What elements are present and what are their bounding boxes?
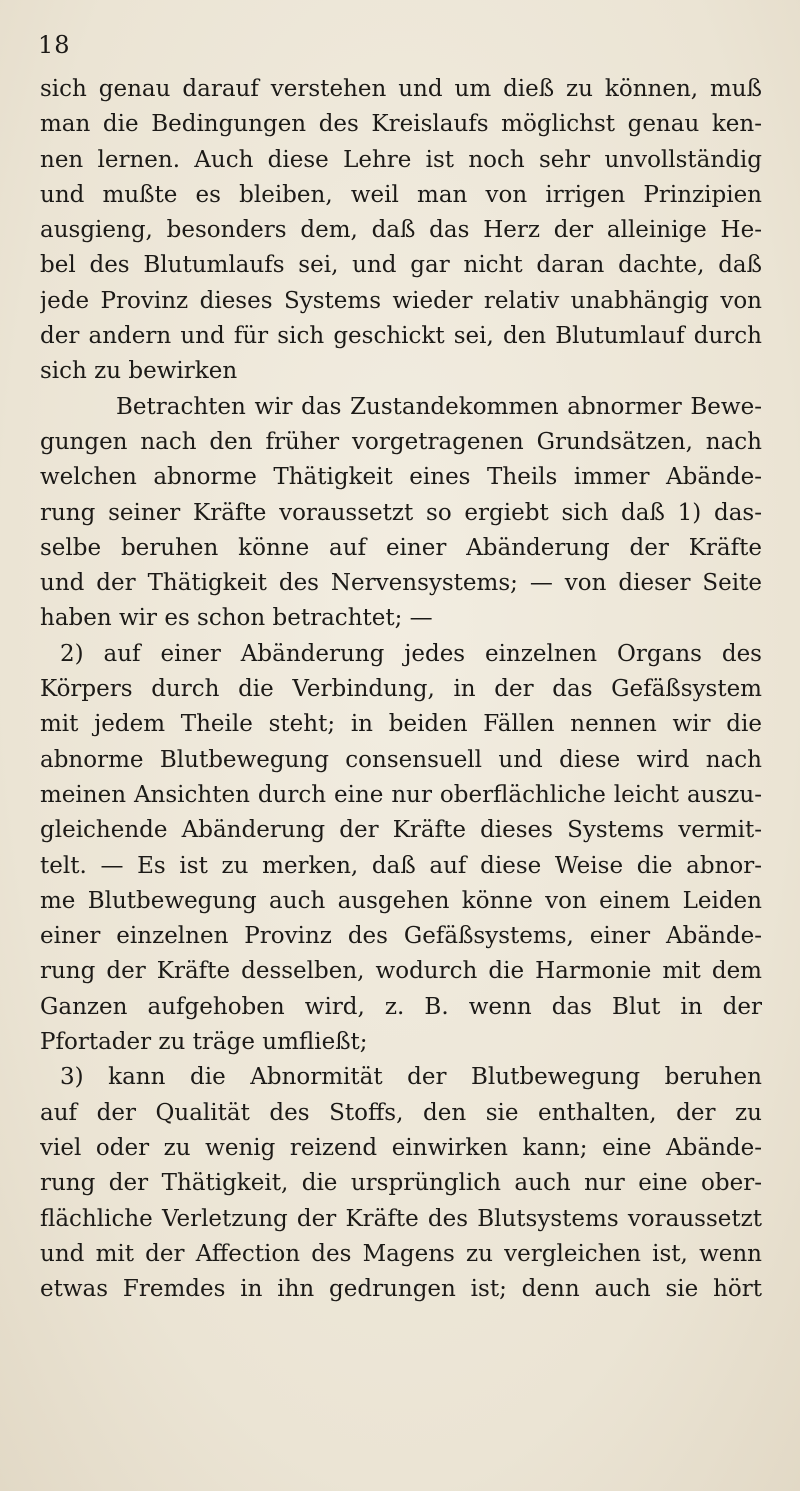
- text-line: auf der Qualität des Stoffs, den sie enthalten, der zu: [40, 1099, 762, 1126]
- text-line: und der Thätigkeit des Nervensystems; — von dieser Seite: [40, 570, 762, 597]
- text-line: der andern und für sich geschickt sei, den Blutumlauf durch: [40, 323, 762, 350]
- text-line: und mußte es bleiben, weil man von irrigen Prinzipien: [40, 181, 762, 208]
- text-line: ausgieng, besonders dem, daß das Herz der alleinige He-: [40, 217, 762, 244]
- text-line: Betrachten wir das Zustandekommen abnormer Bewe-: [116, 393, 762, 420]
- text-line: selbe beruhen könne auf einer Abänderung der Kräfte: [40, 534, 762, 561]
- text-line: rung seiner Kräfte voraussetzt so ergiebt sich daß 1) das-: [40, 499, 762, 526]
- text-line: 3) kann die Abnormität der Blutbewegung beruhen: [60, 1064, 762, 1091]
- text-line: welchen abnorme Thätigkeit eines Theils immer Abände-: [40, 464, 762, 491]
- text-line: mit jedem Theile steht; in beiden Fällen nennen wir die: [40, 711, 762, 738]
- text-line: flächliche Verletzung der Kräfte des Blutsystems voraussetzt: [40, 1205, 762, 1232]
- text-line: haben wir es schon betrachtet; —: [40, 605, 433, 632]
- text-line: me Blutbewegung auch ausgehen könne von einem Leiden: [40, 887, 762, 914]
- text-line: 2) auf einer Abänderung jedes einzelnen Organs des: [60, 640, 762, 667]
- text-line: gleichende Abänderung der Kräfte dieses Systems vermit-: [40, 817, 762, 844]
- text-line: man die Bedingungen des Kreislaufs möglichst genau ken-: [40, 111, 762, 138]
- text-line: sich zu bewirken: [40, 358, 238, 385]
- body-text: [40, 72, 762, 1307]
- text-line: telt. — Es ist zu merken, daß auf diese Weise die abnor-: [40, 852, 762, 879]
- text-line: rung der Thätigkeit, die ursprünglich auch nur eine ober-: [40, 1170, 762, 1197]
- text-line: meinen Ansichten durch eine nur oberflächliche leicht auszu-: [40, 781, 762, 808]
- text-line: bel des Blutumlaufs sei, und gar nicht daran dachte, daß: [40, 252, 762, 279]
- text-line: gungen nach den früher vorgetragenen Grundsätzen, nach: [40, 428, 762, 455]
- text-line: und mit der Affection des Magens zu vergleichen ist, wenn: [40, 1240, 762, 1267]
- text-line: etwas Fremdes in ihn gedrungen ist; denn auch sie hört: [40, 1276, 762, 1303]
- text-line: viel oder zu wenig reizend einwirken kann; eine Abände-: [40, 1134, 762, 1161]
- text-line: nen lernen. Auch diese Lehre ist noch sehr unvollständig: [40, 146, 762, 173]
- text-line: jede Provinz dieses Systems wieder relativ unabhängig von: [40, 287, 762, 314]
- text-line: rung der Kräfte desselben, wodurch die Harmonie mit dem: [40, 958, 762, 985]
- text-line: einer einzelnen Provinz des Gefäßsystems, einer Abände-: [40, 923, 762, 950]
- text-line: Körpers durch die Verbindung, in der das Gefäßsystem: [40, 676, 762, 703]
- text-line: Pfortader zu träge umfließt;: [40, 1029, 368, 1056]
- text-line: abnorme Blutbewegung consensuell und diese wird nach: [40, 746, 762, 773]
- text-line: Ganzen aufgehoben wird, z. B. wenn das Blut in der: [40, 993, 762, 1020]
- text-line: sich genau darauf verstehen und um dieß zu können, muß: [40, 76, 762, 102]
- page-number: 18: [38, 31, 71, 59]
